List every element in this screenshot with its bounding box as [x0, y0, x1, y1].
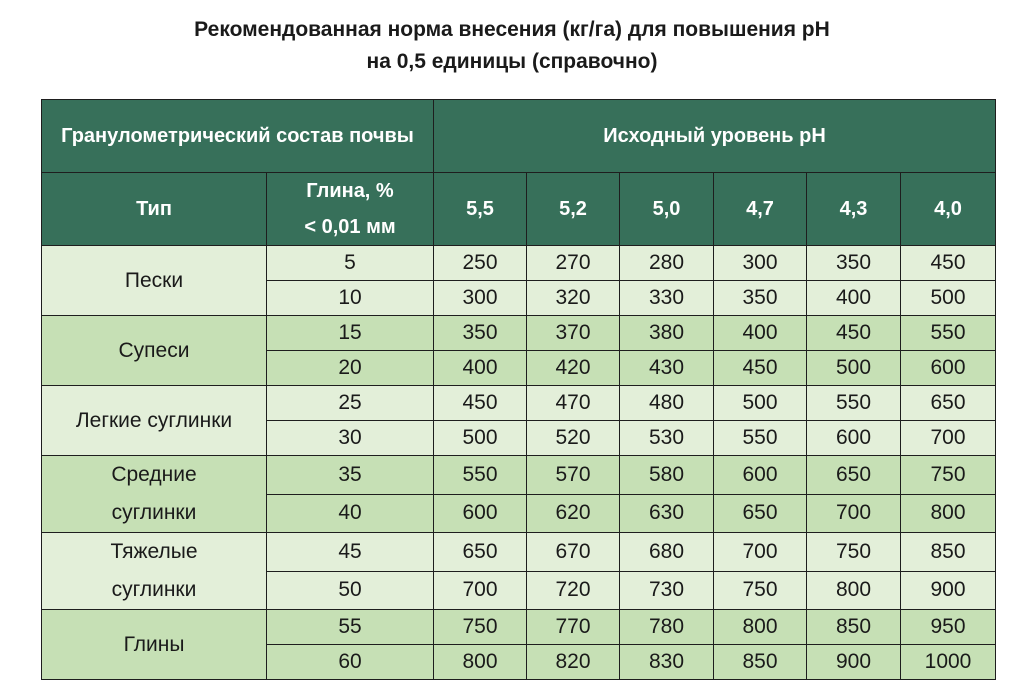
header-clay: [267, 173, 434, 246]
table-body: [42, 246, 996, 680]
rate-value-cell: 320: [527, 281, 620, 316]
rate-value-cell: 250: [434, 246, 527, 281]
table-row: [42, 456, 996, 495]
rate-value-cell: 800: [434, 645, 527, 680]
clay-percent-cell: 25: [267, 386, 434, 421]
rate-value-cell: 400: [434, 351, 527, 386]
rate-value-cell: 800: [807, 571, 901, 610]
rate-value-cell: 430: [620, 351, 714, 386]
rate-value-cell: 470: [527, 386, 620, 421]
soil-type-line-1: Пески: [124, 268, 184, 292]
rate-value-cell: 750: [807, 533, 901, 572]
rate-value-cell: 650: [434, 533, 527, 572]
rate-value-cell: 750: [714, 571, 807, 610]
rate-value-cell: 750: [901, 456, 996, 495]
rate-value-cell: 550: [901, 316, 996, 351]
clay-percent-cell: 35: [267, 456, 434, 495]
rate-value-cell: 900: [807, 645, 901, 680]
rate-value-cell: 400: [807, 281, 901, 316]
title-line-1: Рекомендованная норма внесения (кг/га) для повышения pH: [194, 18, 830, 41]
soil-type-line-2: суглинки: [111, 578, 197, 601]
rate-value-cell: 850: [807, 610, 901, 645]
soil-type-cell: [42, 386, 267, 456]
rate-value-cell: 850: [901, 533, 996, 572]
rate-value-cell: 300: [714, 246, 807, 281]
clay-percent-cell: 20: [267, 351, 434, 386]
rate-value-cell: 450: [901, 246, 996, 281]
rate-value-cell: 500: [807, 351, 901, 386]
rate-value-cell: 600: [807, 421, 901, 456]
rate-value-cell: 380: [620, 316, 714, 351]
soil-type-line-2: суглинки: [111, 501, 197, 524]
rate-value-cell: 420: [527, 351, 620, 386]
header-ph-level: 4,0: [901, 173, 996, 246]
header-clay-line-2: < 0,01 мм: [304, 216, 396, 238]
rate-value-cell: 600: [901, 351, 996, 386]
rate-value-cell: 670: [527, 533, 620, 572]
rate-value-cell: 950: [901, 610, 996, 645]
rate-value-cell: 350: [807, 246, 901, 281]
header-ph-level: 5,2: [527, 173, 620, 246]
soil-type-cell: [42, 456, 267, 533]
header-clay-line-1: Глина, %: [306, 180, 394, 202]
rate-value-cell: 680: [620, 533, 714, 572]
rate-value-cell: 800: [901, 494, 996, 533]
rate-value-cell: 280: [620, 246, 714, 281]
rate-value-cell: 850: [714, 645, 807, 680]
soil-type-line-1: Легкие суглинки: [75, 408, 233, 432]
lime-rate-table: [41, 99, 996, 680]
clay-percent-cell: 55: [267, 610, 434, 645]
title-line-2: на 0,5 единицы (справочно): [366, 50, 658, 73]
header-row-groups: [42, 100, 996, 173]
soil-type-cell: [42, 316, 267, 386]
soil-type-line-1: Тяжелые: [110, 540, 198, 563]
header-ph-level: 4,7: [714, 173, 807, 246]
rate-value-cell: 720: [527, 571, 620, 610]
rate-value-cell: 700: [901, 421, 996, 456]
rate-value-cell: 750: [434, 610, 527, 645]
table-row: [42, 533, 996, 572]
rate-value-cell: 400: [714, 316, 807, 351]
rate-value-cell: 830: [620, 645, 714, 680]
table-row: [42, 610, 996, 645]
soil-type-line-1: Средние: [111, 463, 197, 486]
rate-value-cell: 800: [714, 610, 807, 645]
rate-value-cell: 300: [434, 281, 527, 316]
rate-value-cell: 700: [807, 494, 901, 533]
table-row: [42, 386, 996, 421]
rate-value-cell: 550: [807, 386, 901, 421]
header-ph-level: 4,3: [807, 173, 901, 246]
rate-value-cell: 450: [714, 351, 807, 386]
rate-value-cell: 700: [434, 571, 527, 610]
rate-value-cell: 530: [620, 421, 714, 456]
rate-value-cell: 620: [527, 494, 620, 533]
clay-percent-cell: 30: [267, 421, 434, 456]
rate-value-cell: 650: [807, 456, 901, 495]
rate-value-cell: 520: [527, 421, 620, 456]
soil-type-cell: [42, 533, 267, 610]
clay-percent-cell: 5: [267, 246, 434, 281]
clay-percent-cell: 60: [267, 645, 434, 680]
table-row: [42, 246, 996, 281]
rate-value-cell: 600: [714, 456, 807, 495]
rate-value-cell: 550: [434, 456, 527, 495]
rate-value-cell: 780: [620, 610, 714, 645]
rate-value-cell: 730: [620, 571, 714, 610]
rate-value-cell: 480: [620, 386, 714, 421]
rate-value-cell: 270: [527, 246, 620, 281]
rate-value-cell: 770: [527, 610, 620, 645]
header-ph-level: 5,5: [434, 173, 527, 246]
rate-value-cell: 820: [527, 645, 620, 680]
rate-value-cell: 370: [527, 316, 620, 351]
clay-percent-cell: 45: [267, 533, 434, 572]
clay-percent-cell: 15: [267, 316, 434, 351]
soil-type-cell: [42, 610, 267, 680]
rate-value-cell: 570: [527, 456, 620, 495]
rate-value-cell: 600: [434, 494, 527, 533]
rate-value-cell: 580: [620, 456, 714, 495]
rate-value-cell: 650: [901, 386, 996, 421]
soil-type-cell: [42, 246, 267, 316]
soil-type-line-1: Глины: [123, 632, 185, 656]
clay-percent-cell: 40: [267, 494, 434, 533]
header-initial-ph: Исходный уровень pH: [434, 100, 996, 173]
clay-percent-cell: 10: [267, 281, 434, 316]
header-row-columns: [42, 173, 996, 246]
clay-percent-cell: 50: [267, 571, 434, 610]
soil-type-line-1: Супеси: [118, 338, 190, 362]
header-soil-composition: Гранулометрический состав почвы: [42, 100, 434, 173]
table-row: [42, 316, 996, 351]
rate-value-cell: 500: [434, 421, 527, 456]
rate-value-cell: 1000: [901, 645, 996, 680]
rate-value-cell: 350: [714, 281, 807, 316]
rate-value-cell: 330: [620, 281, 714, 316]
rate-value-cell: 630: [620, 494, 714, 533]
header-type: Тип: [42, 173, 267, 246]
rate-value-cell: 500: [714, 386, 807, 421]
rate-value-cell: 450: [434, 386, 527, 421]
header-ph-level: 5,0: [620, 173, 714, 246]
rate-value-cell: 450: [807, 316, 901, 351]
document-title: [0, 14, 1024, 78]
rate-value-cell: 650: [714, 494, 807, 533]
rate-value-cell: 900: [901, 571, 996, 610]
rate-value-cell: 350: [434, 316, 527, 351]
rate-value-cell: 550: [714, 421, 807, 456]
rate-value-cell: 700: [714, 533, 807, 572]
rate-value-cell: 500: [901, 281, 996, 316]
